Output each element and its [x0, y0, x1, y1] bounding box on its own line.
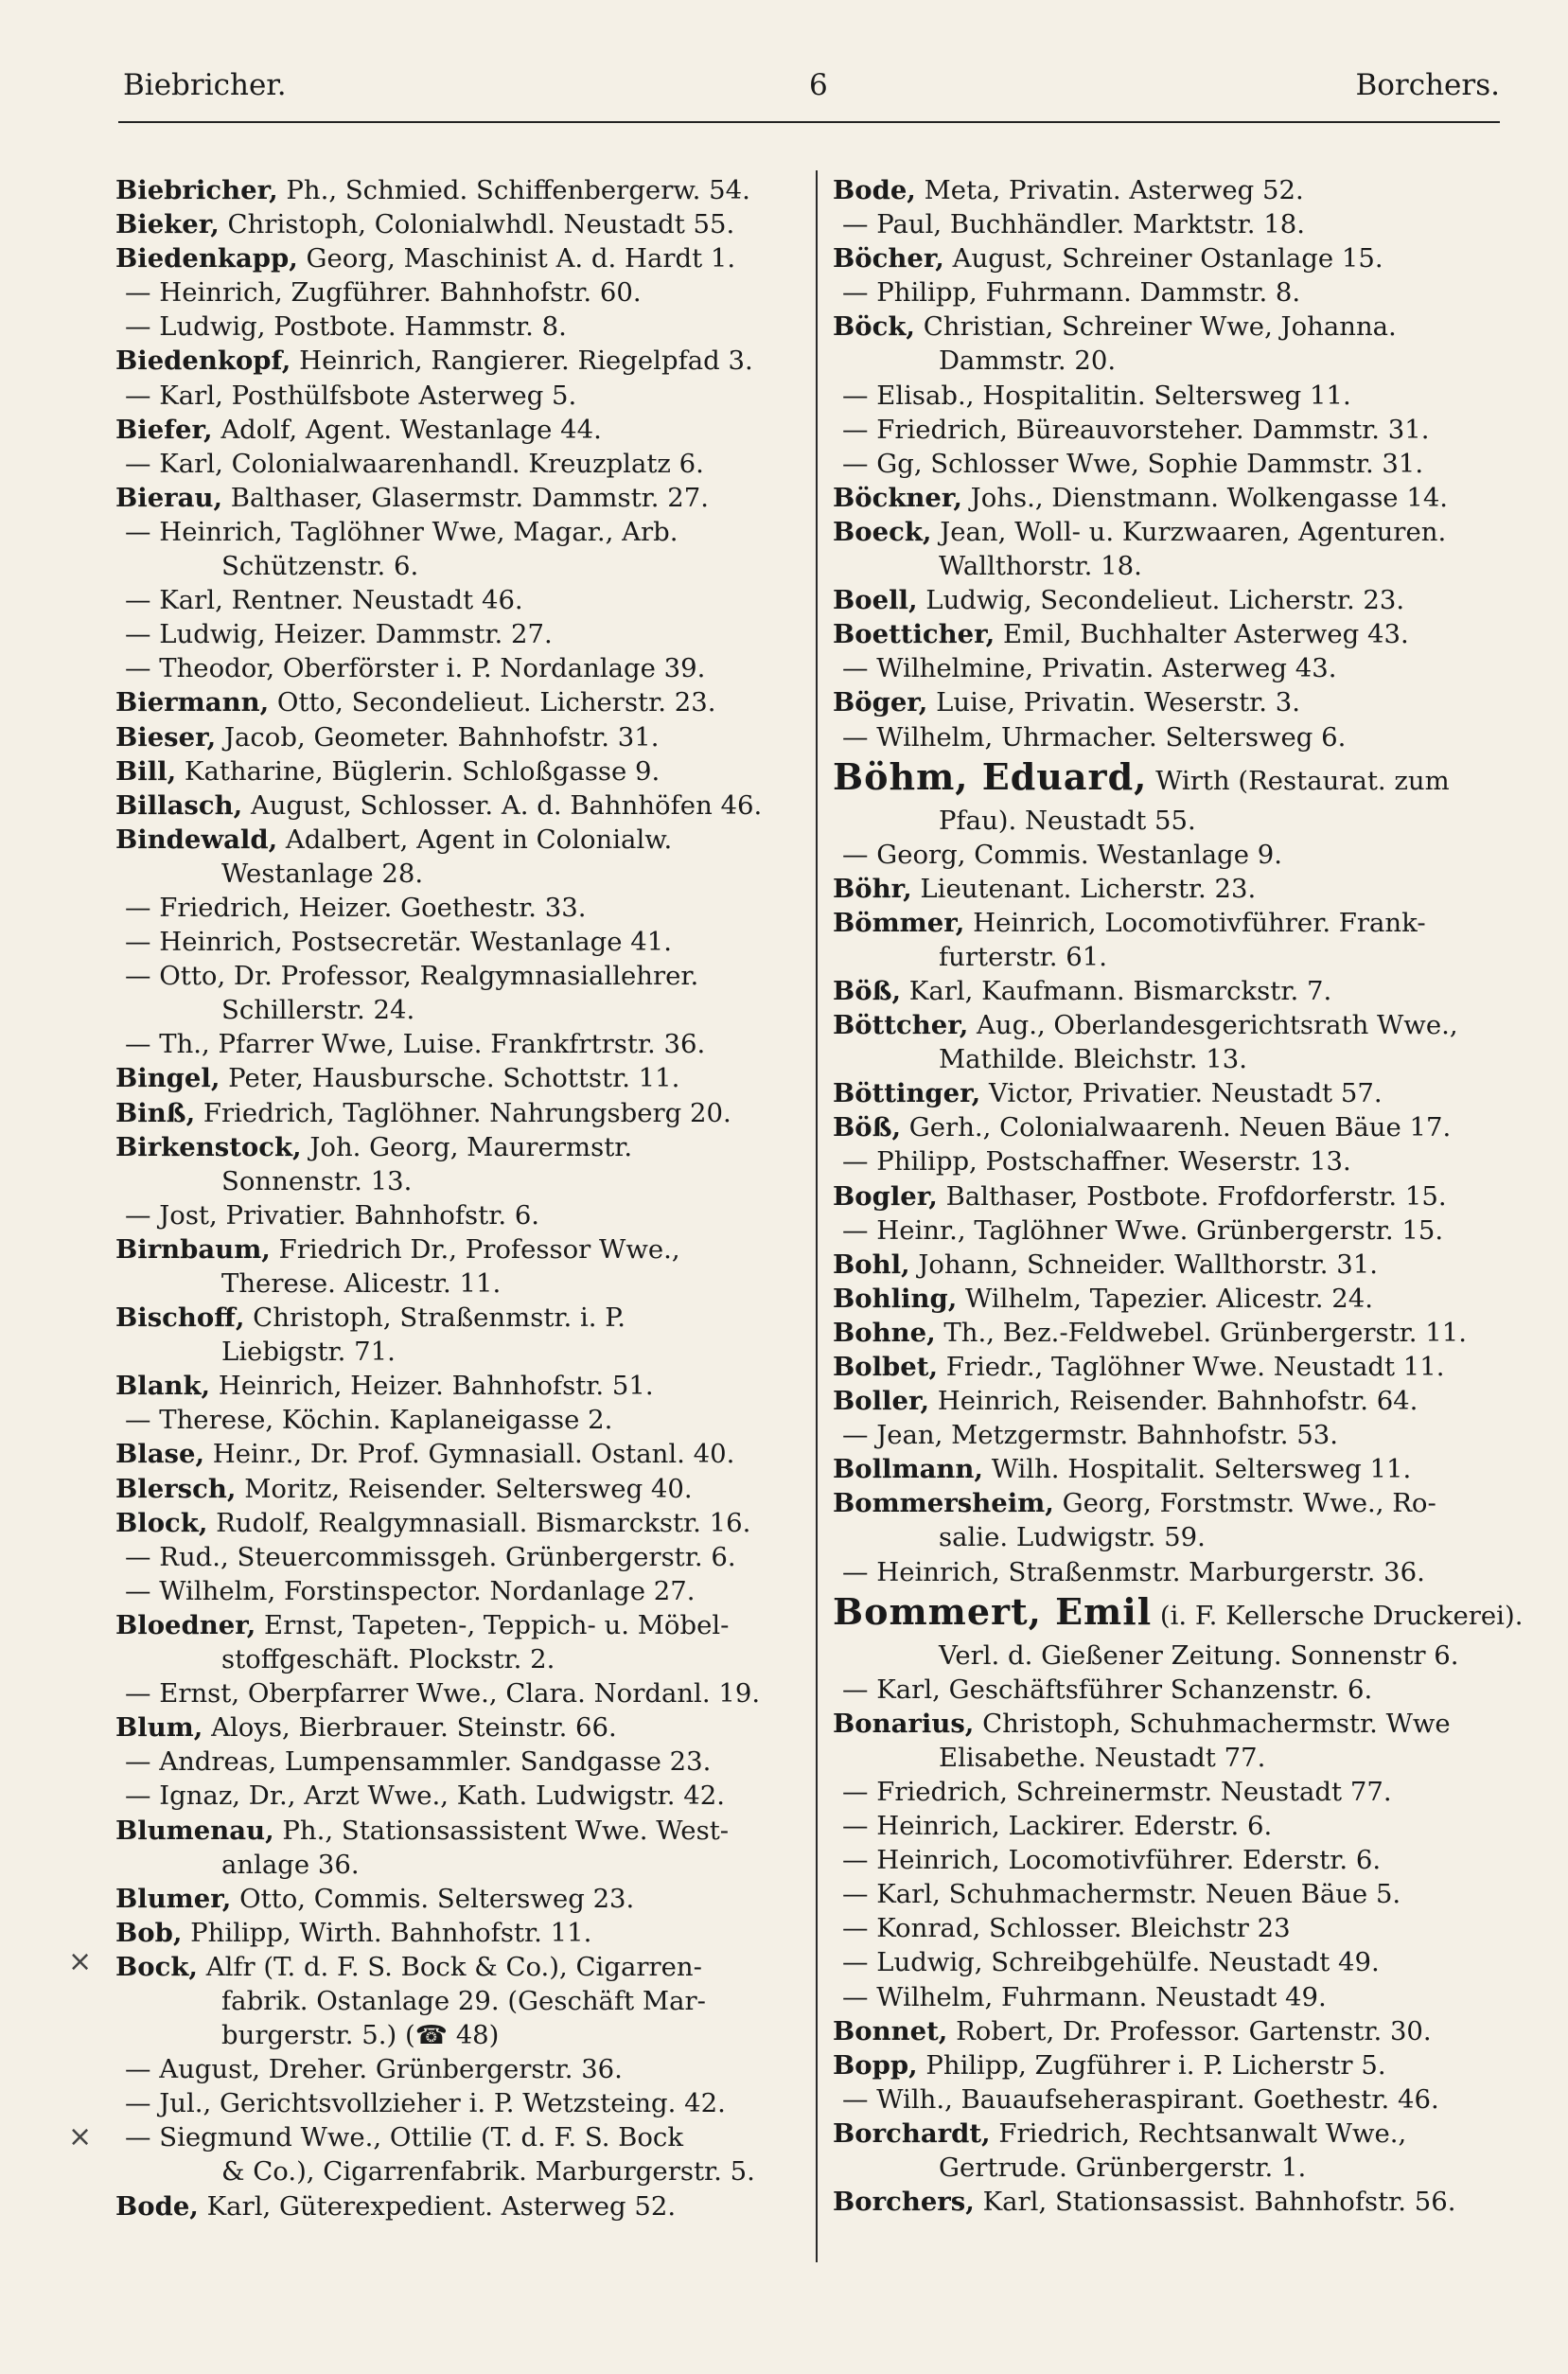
- entry-line: — Ludwig, Postbote. Hammstr. 8.: [125, 311, 567, 343]
- entry-line: Binß, Friedrich, Taglöhner. Nahrungsberg 20.: [115, 1097, 731, 1128]
- directory-entry: [115, 1882, 789, 1916]
- directory-entry: [115, 1369, 789, 1403]
- entry-line: Böckner, Johs., Dienstmann. Wolkengasse 14.: [833, 482, 1449, 513]
- entry-line: Borchardt, Friedrich, Rechtsanwalt Wwe.,: [833, 2117, 1407, 2149]
- directory-entry: [115, 344, 789, 378]
- entry-line: Billasch, August, Schlosser. A. d. Bahnhöfen 46.: [115, 789, 763, 821]
- directory-entry: [833, 617, 1503, 651]
- header-rule: [118, 121, 1500, 123]
- entry-line: — Karl, Colonialwaarenhandl. Kreuzplatz 6.: [125, 448, 704, 479]
- entry-line: Biermann, Otto, Secondelieut. Licherstr. 23.: [115, 687, 716, 718]
- entry-name: Bode,: [115, 2190, 199, 2222]
- entry-line: salie. Ludwigstr. 59.: [939, 1522, 1206, 1553]
- entry-name: Bob,: [115, 1917, 183, 1948]
- directory-entry: [833, 906, 1503, 974]
- entry-name: Blank,: [115, 1371, 211, 1402]
- entry-name: Bolbet,: [833, 1352, 939, 1382]
- entry-line: Bob, Philipp, Wirth. Bahnhofstr. 11.: [115, 1917, 592, 1948]
- entry-name: Böhr,: [833, 873, 912, 904]
- entry-name: Biedenkapp,: [115, 243, 298, 275]
- entry-line: — Wilhelmine, Privatin. Asterweg 43.: [842, 653, 1337, 684]
- entry-name: Bollmann,: [833, 1454, 983, 1485]
- entry-line: — Ignaz, Dr., Arzt Wwe., Kath. Ludwigstr. 42.: [125, 1780, 725, 1812]
- entry-name: Bommersheim,: [833, 1488, 1054, 1519]
- entry-line: Böttinger, Victor, Privatier. Neustadt 57.: [833, 1078, 1383, 1109]
- entry-line: stoffgeschäft. Plockstr. 2.: [221, 1644, 555, 1675]
- entry-name: Böckner,: [833, 482, 962, 513]
- entry-line: Böck, Christian, Schreiner Wwe, Johanna.: [833, 311, 1397, 343]
- entry-line: Biebricher, Ph., Schmied. Schiffenbergerw. 54.: [115, 175, 750, 205]
- entry-line: Mathilde. Bleichstr. 13.: [939, 1044, 1247, 1075]
- directory-entry: [115, 2189, 789, 2223]
- directory-entry: [833, 1486, 1503, 1554]
- directory-entry: [833, 754, 1503, 838]
- entry-line: — Jean, Metzgermstr. Bahnhofstr. 53.: [842, 1420, 1338, 1451]
- entry-line: Schillerstr. 24.: [221, 995, 415, 1026]
- entry-name: Blumer,: [115, 1883, 232, 1914]
- entry-line: — Heinrich, Locomotivführer. Ederstr. 6.: [842, 1845, 1382, 1876]
- entry-line: Bierau, Balthaser, Glasermstr. Dammstr. 27.: [115, 482, 709, 513]
- entry-line: Blumenau, Ph., Stationsassistent Wwe. West-: [115, 1815, 730, 1846]
- directory-entry: [833, 1911, 1503, 1945]
- entry-line: Bill, Katharine, Büglerin. Schloßgasse 9.: [115, 755, 661, 787]
- directory-entry: [115, 1710, 789, 1745]
- margin-cross-mark: ×: [68, 1945, 93, 1978]
- column-separator: [816, 170, 818, 2262]
- entry-line: Bonarius, Christoph, Schuhmachermstr. Wwe: [833, 1708, 1451, 1739]
- entry-line: Pfau). Neustadt 55.: [939, 805, 1196, 836]
- directory-entry: [115, 583, 789, 617]
- directory-entry: [115, 1540, 789, 1574]
- entry-name: Böß,: [833, 975, 902, 1006]
- entry-name: Bode,: [833, 175, 916, 205]
- entry-line: Bogler, Balthaser, Postbote. Frofdorferstr. 15.: [833, 1180, 1447, 1212]
- entry-name: Böger,: [833, 687, 928, 718]
- directory-entry: [833, 2082, 1503, 2117]
- entry-text: (i. F. Kellersche Druckerei).: [1152, 1600, 1524, 1631]
- directory-entry: [833, 1110, 1503, 1144]
- directory-entry: [833, 583, 1503, 617]
- entry-line: [833, 754, 1503, 804]
- entry-name: Birnbaum,: [115, 1233, 271, 1265]
- entry-name: Bogler,: [833, 1180, 938, 1212]
- entry-name: Blum,: [115, 1712, 203, 1744]
- entry-line: Bock, Alfr (T. d. F. S. Bock & Co.), Cigarren-: [115, 1951, 702, 1982]
- entry-line: — Friedrich, Büreauvorsteher. Dammstr. 31.: [842, 414, 1430, 445]
- entry-name: Biebricher,: [115, 175, 278, 205]
- directory-entry: [833, 2014, 1503, 2048]
- entry-line: Bohne, Th., Bez.-Feldwebel. Grünbergerstr. 11.: [833, 1317, 1467, 1348]
- directory-entry: [115, 447, 789, 481]
- entry-name: Biedenkopf,: [115, 345, 291, 377]
- directory-entry: [115, 1574, 789, 1608]
- entry-line: — Friedrich, Schreinermstr. Neustadt 77.: [842, 1776, 1392, 1807]
- directory-entry: [833, 1555, 1503, 1589]
- entry-line: Böhr, Lieutenant. Licherstr. 23.: [833, 873, 1257, 904]
- directory-entry: [115, 1472, 789, 1506]
- entry-name: Biermann,: [115, 687, 270, 718]
- entry-line: [833, 1589, 1524, 1639]
- entry-line: — Jul., Gerichtsvollzieher i. P. Wetzsteing. 42.: [125, 2088, 726, 2119]
- entry-name: Bopp,: [833, 2049, 918, 2081]
- directory-entry: [115, 2086, 789, 2120]
- directory-entry: [115, 2120, 789, 2188]
- entry-line: — Karl, Rentner. Neustadt 46.: [125, 585, 523, 616]
- entry-line: Blank, Heinrich, Heizer. Bahnhofstr. 51.: [115, 1371, 654, 1402]
- entry-line: — Heinrich, Postsecretär. Westanlage 41.: [125, 927, 673, 958]
- entry-line: & Co.), Cigarrenfabrik. Marburgerstr. 5.: [221, 2156, 755, 2188]
- entry-line: — Karl, Schuhmachermstr. Neuen Bäue 5.: [842, 1879, 1401, 1910]
- entry-line: Böß, Karl, Kaufmann. Bismarckstr. 7.: [833, 975, 1332, 1006]
- entry-line: Biedenkopf, Heinrich, Rangierer. Riegelpfad 3.: [115, 345, 753, 377]
- entry-line: Liebigstr. 71.: [221, 1337, 396, 1368]
- entry-line: Böcher, August, Schreiner Ostanlage 15.: [833, 243, 1383, 275]
- entry-line: — Elisab., Hospitalitin. Seltersweg 11.: [842, 380, 1351, 411]
- entry-line: anlage 36.: [221, 1849, 360, 1880]
- entry-name: Binß,: [115, 1097, 196, 1128]
- directory-entry: [115, 515, 789, 583]
- entry-name: Boetticher,: [833, 619, 995, 650]
- entry-name: Blumenau,: [115, 1815, 274, 1846]
- directory-entry: [115, 207, 789, 241]
- directory-entry: [115, 1608, 789, 1676]
- directory-entry: [115, 1814, 789, 1882]
- entry-line: Bloedner, Ernst, Tapeten-, Teppich- u. Möbel-: [115, 1609, 730, 1640]
- directory-entry: [833, 2185, 1503, 2219]
- entry-name: Billasch,: [115, 789, 243, 821]
- directory-entry: [833, 651, 1503, 685]
- directory-entry: [833, 1945, 1503, 1979]
- directory-entry: [115, 1096, 789, 1130]
- directory-entry: [115, 413, 789, 447]
- entry-line: — Philipp, Fuhrmann. Dammstr. 8.: [842, 277, 1301, 309]
- directory-entry: [115, 1779, 789, 1813]
- entry-name: Bock,: [115, 1951, 198, 1982]
- entry-line: Bonnet, Robert, Dr. Professor. Gartenstr. 30.: [833, 2015, 1432, 2046]
- entry-name: Böcher,: [833, 243, 944, 275]
- directory-entry: [833, 515, 1503, 583]
- directory-entry: [833, 379, 1503, 413]
- entry-line: Elisabethe. Neustadt 77.: [939, 1742, 1266, 1773]
- directory-entry: [115, 379, 789, 413]
- directory-entry: [833, 974, 1503, 1008]
- directory-entry: [833, 2117, 1503, 2185]
- entry-line: fabrik. Ostanlage 29. (Geschäft Mar-: [221, 1985, 706, 2016]
- directory-entry: [833, 1877, 1503, 1911]
- entry-line: Bopp, Philipp, Zugführer i. P. Licherstr 5.: [833, 2049, 1386, 2081]
- entry-line: — Wilhelm, Fuhrmann. Neustadt 49.: [842, 1981, 1327, 2012]
- entry-line: Bolbet, Friedr., Taglöhner Wwe. Neustadt 11.: [833, 1352, 1445, 1382]
- entry-name: Bohling,: [833, 1283, 958, 1314]
- entry-line: Bode, Karl, Güterexpedient. Asterweg 52.: [115, 2190, 677, 2222]
- directory-entry: [833, 1589, 1524, 1673]
- directory-entry: [833, 1452, 1503, 1486]
- directory-entry: [115, 1130, 789, 1198]
- entry-name: Birkenstock,: [115, 1131, 302, 1162]
- directory-entry: [115, 275, 789, 310]
- entry-name: Bohl,: [833, 1249, 910, 1280]
- entry-line: Bömmer, Heinrich, Locomotivführer. Frank-: [833, 907, 1426, 938]
- directory-entry: [833, 1980, 1503, 2014]
- directory-entry: [115, 1676, 789, 1710]
- directory-entry: [833, 1179, 1503, 1214]
- directory-entry: [115, 241, 789, 275]
- directory-entry: [115, 1506, 789, 1540]
- directory-entry: [833, 413, 1503, 447]
- entry-line: Bieser, Jacob, Geometer. Bahnhofstr. 31.: [115, 721, 660, 753]
- directory-entry: [833, 1008, 1503, 1076]
- entry-line: Bingel, Peter, Hausbursche. Schottstr. 11.: [115, 1063, 680, 1094]
- entry-line: — Karl, Geschäftsführer Schanzenstr. 6.: [842, 1674, 1373, 1705]
- entry-line: — Therese, Köchin. Kaplaneigasse 2.: [125, 1405, 613, 1436]
- entry-name: Bohne,: [833, 1317, 936, 1348]
- entry-line: Wallthorstr. 18.: [939, 551, 1142, 582]
- directory-entry: [115, 1198, 789, 1232]
- directory-entry: [833, 1248, 1503, 1282]
- directory-entry: [833, 1350, 1503, 1384]
- directory-entry: [833, 481, 1503, 515]
- directory-entry: [833, 1809, 1503, 1843]
- entry-name: Bill,: [115, 755, 177, 787]
- directory-entry: [833, 1316, 1503, 1350]
- entry-line: Bohling, Wilhelm, Tapezier. Alicestr. 24.: [833, 1283, 1374, 1314]
- entry-line: — Rud., Steuercommissgeh. Grünbergerstr. 6.: [125, 1541, 736, 1572]
- entry-line: Böttcher, Aug., Oberlandesgerichtsrath Wwe.,: [833, 1010, 1458, 1041]
- directory-entry: [115, 1027, 789, 1061]
- entry-line: — Heinrich, Straßenmstr. Marburgerstr. 36.: [842, 1556, 1425, 1587]
- entry-line: Biefer, Adolf, Agent. Westanlage 44.: [115, 414, 602, 445]
- directory-entry: [115, 685, 789, 719]
- entry-name: Böttcher,: [833, 1010, 969, 1041]
- entry-line: Blum, Aloys, Bierbrauer. Steinstr. 66.: [115, 1712, 617, 1744]
- entry-line: — Ludwig, Schreibgehülfe. Neustadt 49.: [842, 1947, 1380, 1978]
- entry-line: — Heinrich, Zugführer. Bahnhofstr. 60.: [125, 277, 642, 309]
- directory-entry: [833, 1214, 1503, 1248]
- entry-line: — Wilhelm, Uhrmacher. Seltersweg 6.: [842, 721, 1347, 753]
- entry-line: — Konrad, Schlosser. Bleichstr 23: [842, 1913, 1291, 1944]
- entry-line: — Heinrich, Taglöhner Wwe, Magar., Arb.: [125, 516, 678, 547]
- entry-name: Bloedner,: [115, 1609, 256, 1640]
- directory-entry: [833, 2048, 1503, 2082]
- entry-line: Dammstr. 20.: [939, 345, 1117, 377]
- directory-entry: [115, 959, 789, 1027]
- entry-name: Block,: [115, 1507, 208, 1538]
- directory-entry: [115, 481, 789, 515]
- entry-line: Boetticher, Emil, Buchhalter Asterweg 43.: [833, 619, 1409, 650]
- directory-entry: [833, 838, 1503, 872]
- directory-entry: [115, 1301, 789, 1369]
- directory-entry: [833, 1076, 1503, 1110]
- entry-line: — Heinrich, Lackirer. Ederstr. 6.: [842, 1811, 1273, 1842]
- entry-line: Bischoff, Christoph, Straßenmstr. i. P.: [115, 1302, 625, 1334]
- margin-cross-mark: ×: [68, 2120, 93, 2153]
- entry-line: — Theodor, Oberförster i. P. Nordanlage 39.: [125, 653, 706, 684]
- entry-line: Blumer, Otto, Commis. Seltersweg 23.: [115, 1883, 635, 1914]
- entry-line: Bollmann, Wilh. Hospitalit. Seltersweg 11.: [833, 1454, 1412, 1485]
- entry-name: Blersch,: [115, 1473, 237, 1504]
- directory-entry: [833, 207, 1503, 241]
- directory-entry: [115, 1061, 789, 1095]
- directory-entry: [833, 1707, 1503, 1775]
- entry-line: Blase, Heinr., Dr. Prof. Gymnasiall. Ostanl. 40.: [115, 1439, 735, 1470]
- entry-name: Bonarius,: [833, 1708, 975, 1739]
- directory-entry: [115, 891, 789, 925]
- entry-line: furterstr. 61.: [939, 941, 1108, 972]
- entry-name: Bingel,: [115, 1063, 220, 1094]
- entry-name: Boller,: [833, 1386, 930, 1417]
- directory-entry: [115, 1232, 789, 1301]
- directory-entry: [833, 1282, 1503, 1316]
- entry-name: Biefer,: [115, 414, 213, 445]
- entry-line: Westanlage 28.: [221, 858, 424, 889]
- entry-line: — Friedrich, Heizer. Goethestr. 33.: [125, 892, 587, 923]
- entry-line: — Andreas, Lumpensammler. Sandgasse 23.: [125, 1746, 712, 1778]
- entry-line: Biedenkapp, Georg, Maschinist A. d. Hardt 1.: [115, 243, 736, 275]
- entry-line: — Karl, Posthülfsbote Asterweg 5.: [125, 380, 577, 411]
- entry-line: Boeck, Jean, Woll- u. Kurzwaaren, Agenturen.: [833, 516, 1447, 547]
- directory-entry: [833, 685, 1503, 719]
- entry-line: Böger, Luise, Privatin. Weserstr. 3.: [833, 687, 1301, 718]
- directory-entry: [115, 1403, 789, 1437]
- entry-line: Boell, Ludwig, Secondelieut. Licherstr. 23.: [833, 585, 1405, 616]
- directory-entry: [115, 788, 789, 823]
- entry-line: Blersch, Moritz, Reisender. Seltersweg 40.: [115, 1473, 693, 1504]
- entry-name: Bieker,: [115, 209, 220, 240]
- entry-line: Sonnenstr. 13.: [221, 1165, 413, 1196]
- entry-line: — Wilhelm, Forstinspector. Nordanlage 27.: [125, 1575, 696, 1606]
- directory-entry: [833, 720, 1503, 754]
- directory-entry: [833, 310, 1503, 378]
- entry-line: Bode, Meta, Privatin. Asterweg 52.: [833, 175, 1304, 205]
- directory-entry: [833, 275, 1503, 310]
- entry-line: — Siegmund Wwe., Ottilie (T. d. F. S. Bock: [125, 2122, 684, 2153]
- directory-entry: [833, 1673, 1503, 1707]
- entry-line: Schützenstr. 6.: [221, 551, 419, 582]
- entry-line: — Wilh., Bauaufseheraspirant. Goethestr. 46.: [842, 2083, 1439, 2115]
- entry-line: — Georg, Commis. Westanlage 9.: [842, 839, 1283, 870]
- entry-line: — August, Dreher. Grünbergerstr. 36.: [125, 2054, 623, 2085]
- directory-entry: [833, 447, 1503, 481]
- directory-entry: [833, 1384, 1503, 1418]
- entry-name: Bömmer,: [833, 907, 965, 938]
- directory-entry: [115, 2052, 789, 2086]
- directory-entry: [833, 1775, 1503, 1809]
- entry-name: Bischoff,: [115, 1302, 245, 1334]
- entry-name: Bonnet,: [833, 2015, 948, 2046]
- directory-entry: [115, 720, 789, 754]
- right-column: [833, 173, 1524, 2219]
- entry-line: Bieker, Christoph, Colonialwhdl. Neustadt 55.: [115, 209, 735, 240]
- entry-line: Bindewald, Adalbert, Agent in Colonialw.: [115, 824, 673, 855]
- directory-entry: [833, 1144, 1503, 1178]
- directory-entry: [115, 1745, 789, 1779]
- entry-line: Borchers, Karl, Stationsassist. Bahnhofstr. 56.: [833, 2187, 1456, 2218]
- entry-line: — Heinr., Taglöhner Wwe. Grünbergerstr. 15.: [842, 1214, 1444, 1246]
- entry-name: Borchardt,: [833, 2117, 991, 2149]
- directory-entry: [833, 1418, 1503, 1452]
- directory-entry: [833, 1843, 1503, 1877]
- entry-name: Böck,: [833, 311, 915, 343]
- entry-text: Wirth (Restaurat. zum: [1147, 765, 1450, 796]
- entry-line: Boller, Heinrich, Reisender. Bahnhofstr. 64.: [833, 1386, 1418, 1417]
- page-number: 6: [809, 68, 828, 102]
- directory-entry: [115, 925, 789, 959]
- entry-line: Therese. Alicestr. 11.: [221, 1268, 502, 1299]
- directory-entry: [833, 173, 1503, 207]
- entry-line: — Philipp, Postschaffner. Weserstr. 13.: [842, 1146, 1351, 1178]
- entry-line: — Gg, Schlosser Wwe, Sophie Dammstr. 31.: [842, 448, 1424, 479]
- entry-name: Böttinger,: [833, 1078, 981, 1109]
- entry-name: Böhm, Eduard,: [833, 754, 1148, 798]
- directory-entry: [115, 1437, 789, 1471]
- entry-line: Gertrude. Grünbergerstr. 1.: [939, 2152, 1307, 2183]
- entry-name: Blase,: [115, 1439, 205, 1470]
- directory-entry: [833, 872, 1503, 906]
- directory-entry: [115, 1950, 789, 2052]
- directory-entry: [115, 310, 789, 344]
- entry-line: — Th., Pfarrer Wwe, Luise. Frankfrtrstr. 36.: [125, 1029, 706, 1060]
- entry-line: — Ernst, Oberpfarrer Wwe., Clara. Nordanl. 19.: [125, 1678, 761, 1710]
- page-header: [118, 68, 1500, 115]
- directory-entry: [833, 241, 1503, 275]
- entry-line: Birnbaum, Friedrich Dr., Professor Wwe.,: [115, 1233, 680, 1265]
- entry-line: — Ludwig, Heizer. Dammstr. 27.: [125, 619, 553, 650]
- entry-name: Bieser,: [115, 721, 217, 753]
- left-column: [115, 173, 789, 2223]
- entry-name: Bierau,: [115, 482, 223, 513]
- entry-name: Boell,: [833, 585, 918, 616]
- directory-entry: [115, 651, 789, 685]
- entry-name: Borchers,: [833, 2187, 975, 2218]
- entry-line: Block, Rudolf, Realgymnasiall. Bismarckstr. 16.: [115, 1507, 751, 1538]
- header-left-catchword: Biebricher.: [123, 68, 287, 102]
- entry-line: Böß, Gerh., Colonialwaarenh. Neuen Bäue 17.: [833, 1112, 1452, 1143]
- entry-name: Böß,: [833, 1112, 902, 1143]
- entry-line: — Jost, Privatier. Bahnhofstr. 6.: [125, 1199, 540, 1231]
- entry-name: Bommert, Emil: [833, 1589, 1153, 1633]
- entry-line: Bommersheim, Georg, Forstmstr. Wwe., Ro-: [833, 1488, 1436, 1519]
- directory-entry: [115, 754, 789, 788]
- directory-entry: [115, 173, 789, 207]
- entry-name: Boeck,: [833, 516, 932, 547]
- entry-line: — Otto, Dr. Professor, Realgymnasiallehrer.: [125, 961, 699, 992]
- directory-entry: [115, 617, 789, 651]
- header-right-catchword: Borchers.: [1355, 68, 1500, 102]
- entry-line: burgerstr. 5.) (☎ 48): [221, 2020, 500, 2051]
- directory-entry: [115, 1916, 789, 1950]
- directory-entry: [115, 823, 789, 891]
- entry-line: Birkenstock, Joh. Georg, Maurermstr.: [115, 1131, 633, 1162]
- entry-line: — Paul, Buchhändler. Marktstr. 18.: [842, 209, 1305, 240]
- entry-name: Bindewald,: [115, 824, 278, 855]
- entry-line: Verl. d. Gießener Zeitung. Sonnenstr 6.: [939, 1639, 1459, 1671]
- entry-line: Bohl, Johann, Schneider. Wallthorstr. 31.: [833, 1249, 1378, 1280]
